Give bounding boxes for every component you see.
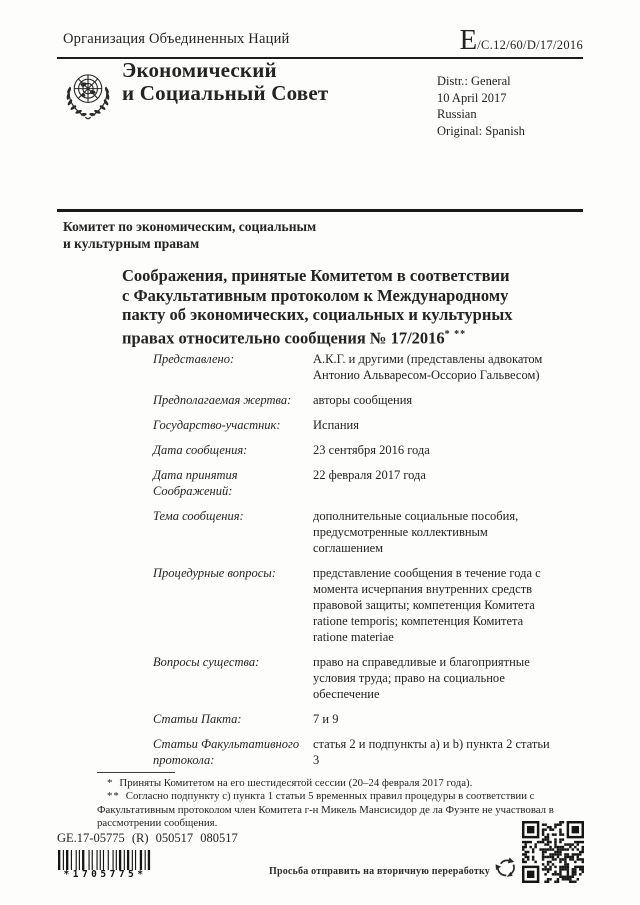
language-line: Russian (437, 107, 477, 121)
recycle-note: Просьба отправить на вторичную переработку (268, 866, 490, 877)
footnote-marker: ** (107, 790, 120, 803)
title-line1: Соображения, принятые Комитетом в соответствии (122, 266, 510, 285)
table-row (153, 654, 585, 702)
meta-value: статья 2 и подпункты a) и b) пункта 2 статьи 3 (313, 737, 550, 767)
title-line3: пакту об экономических, социальных и культурных (122, 305, 513, 324)
meta-label: Вопросы существа: (153, 655, 260, 669)
ge-number: GE.17-05775 (R) 050517 080517 (57, 831, 238, 845)
meta-value: представление сообщения в течение года с момента исчерпания внутренних средств правовой защиты; компетенция Комитета ratione temporis; компетенция Комитета ratione materiae (313, 566, 541, 644)
section-rule (57, 209, 583, 212)
meta-value: А.К.Г. и другими (представлены адвокатом Антонио Альваресом-Оссорио Гальвесом) (313, 352, 543, 382)
footnote-rule (97, 772, 175, 773)
meta-label: Государство-участник: (153, 418, 281, 432)
qr-code-icon (522, 821, 584, 883)
table-row (153, 736, 585, 768)
table-row (153, 467, 585, 499)
doc-symbol (460, 26, 583, 55)
distribution-block (437, 73, 525, 139)
original-language-line: Original: Spanish (437, 123, 525, 138)
title-line4: правах относительно сообщения № 17/2016* ** (122, 328, 467, 347)
meta-label: Дата принятия Соображений: (153, 468, 238, 498)
meta-value: дополнительные социальные пособия, предусмотренные коллективным соглашением (313, 509, 519, 555)
council-name (122, 59, 328, 105)
meta-label: Статьи Факультативного протокола: (153, 737, 300, 767)
meta-label: Статьи Пакта: (153, 712, 242, 726)
footnote-marker: * (107, 777, 114, 789)
meta-label: Дата сообщения: (153, 443, 248, 457)
table-row (153, 565, 585, 645)
distr-line: Distr.: General (437, 74, 511, 88)
meta-value: Испания (313, 418, 359, 432)
meta-label: Тема сообщения: (153, 509, 244, 523)
doc-symbol-letter: E (459, 24, 478, 56)
table-row (153, 711, 585, 727)
meta-label: Представлено: (153, 352, 235, 366)
committee-line2: и культурным правам (63, 235, 200, 251)
title-line2: с Факультативным протоколом к Международному (122, 285, 509, 305)
un-emblem-icon (62, 68, 114, 123)
footnote (97, 790, 585, 830)
table-row (153, 351, 585, 383)
meta-value: 7 и 9 (313, 712, 339, 726)
meta-label: Предполагаемая жертва: (153, 393, 292, 407)
committee-line1: Комитет по экономическим, социальным (63, 219, 317, 234)
date-line: 10 April 2017 (437, 90, 507, 105)
meta-value: 23 сентября 2016 года (313, 443, 430, 457)
title-footnote-markers: * ** (444, 328, 467, 340)
footnotes (97, 777, 585, 831)
document-title (122, 266, 594, 348)
footnote (97, 777, 585, 790)
council-name-line1: Экономический (122, 58, 277, 82)
doc-symbol-suffix: /C.12/60/D/17/2016 (477, 38, 583, 52)
committee-name (63, 219, 316, 252)
meta-value: авторы сообщения (313, 393, 413, 407)
footnote-text: Согласно подпункту c) пункта 1 статьи 5 временных правил процедуры в соответствии с Факультативным протоколом член Комитета г-н Микель Мансисидор де ла Фуэнте не участвовал в рассмотрении сообщения. (97, 790, 554, 830)
meta-value: 22 февраля 2017 года (313, 468, 426, 482)
table-row (153, 442, 585, 458)
council-name-line2: и Социальный Совет (122, 81, 329, 105)
recycle-icon (492, 853, 519, 881)
table-row (153, 417, 585, 433)
org-name: Организация Объединенных Наций (63, 31, 290, 47)
table-row (153, 508, 585, 556)
footnote-text: Приняты Комитетом на его шестидесятой сессии (20–24 февраля 2017 года). (119, 777, 473, 789)
table-row (153, 392, 585, 408)
meta-value: право на справедливые и благоприятные условия труда; право на социальное обеспечение (313, 655, 530, 701)
meta-label: Процедурные вопросы: (153, 566, 276, 580)
barcode-text: *1705775* (63, 869, 147, 880)
case-metadata-table (153, 351, 585, 768)
